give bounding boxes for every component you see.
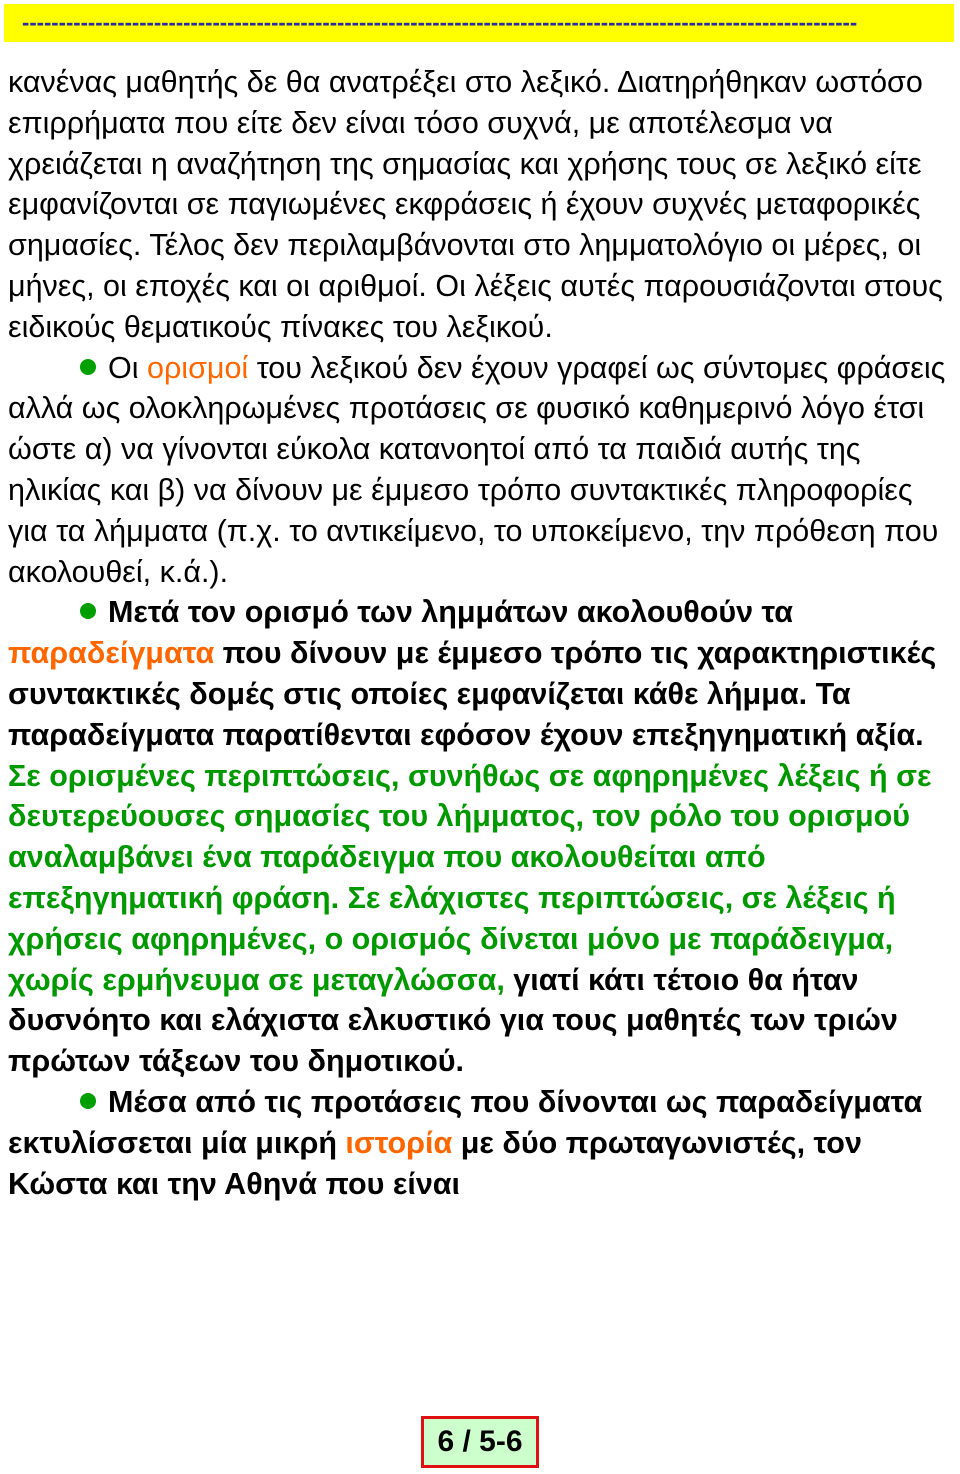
text-run: Διατηρήθηκαν ωστόσο επιρρήματα που είτε δεν είναι τόσο συχνά, με αποτέλεσμα να χρειάζεται η αναζήτηση της σημασίας και χρήσης τους σε λεξικό είτε εμφανίζονται σε παγιωμένες εκφράσεις ή έχουν συχνές μεταφορικές σημασίες. bbox=[8, 65, 923, 263]
text-run: που δίνουν με έμμεσο τρόπο τις χαρακτηριστικές συντακτικές δομές στις οποίες εμφανίζεται κάθε λήμμα. Τα παραδείγματα παρατίθενται εφόσον έχουν επεξηγηματική αξία. bbox=[8, 636, 937, 752]
text-run: Μέσα από τις προτάσεις που δίνονται ως παραδείγματα εκτυλίσσεται μία μικρή bbox=[8, 1084, 923, 1160]
text-run: γιατί κάτι τέτοιο θα ήταν δυσνόητο και ελάχιστα ελκυστικό για τους μαθητές των τριών πρώτων τάξεων του δημοτικού. bbox=[8, 962, 898, 1079]
document-body bbox=[8, 62, 953, 1204]
keyword-definitions: ορισμοί bbox=[146, 350, 249, 385]
bullet-story bbox=[8, 1082, 953, 1204]
text-run: Οι bbox=[108, 350, 147, 385]
text-run: του λεξικού δεν έχουν γραφεί ως σύντομες φράσεις αλλά ως ολοκληρωμένες προτάσεις σε φυσικό καθημερινό λόγο έτσι ώστε α) να γίνονται εύκολα κατανοητοί από τα παιδιά αυτής της ηλικίας και β) να δίνουν με έμμεσο τρόπο συντακτικές πληροφορίες για τα λήμματα (π.χ. το αντικείμενο, το υποκείμενο, την πρόθεση που ακολουθεί, κ.ά.). bbox=[8, 350, 946, 589]
banner-dashes: ------------------------------------------------------------------------------------------------------------------ bbox=[22, 10, 858, 35]
highlight-green: Σε ορισμένες περιπτώσεις, συνήθως σε αφηρημένες λέξεις ή σε δευτερεύουσες σημασίες του λήμματος, τον ρόλο του ορισμού αναλαμβάνει ένα παράδειγμα που ακολουθείται από επεξηγηματική φράση. Σε ελάχιστες περιπτώσεις, σε λέξεις ή χρήσεις αφηρημένες, ο ορισμός δίνεται μόνο με παράδειγμα, χωρίς ερμήνευμα σε μεταγλώσσα, bbox=[8, 758, 932, 997]
bullet-icon bbox=[80, 359, 96, 375]
page-number-badge bbox=[421, 1416, 539, 1468]
top-banner bbox=[4, 4, 954, 42]
text-run: με δύο πρωταγωνιστές, τον Κώστα και την Αθηνά που είναι bbox=[8, 1125, 862, 1201]
paragraph-lemma-list bbox=[8, 62, 953, 348]
text-run: Τέλος δεν περιλαμβάνονται στο λημματολόγιο οι μέρες, οι μήνες, οι εποχές και οι αριθμοί. bbox=[8, 228, 922, 303]
text-run: Οι λέξεις αυτές παρουσιάζονται στους ειδικούς θεματικούς πίνακες του λεξικού. bbox=[8, 268, 943, 344]
bullet-definitions bbox=[8, 348, 953, 593]
page-number: 6 / 5-6 bbox=[437, 1425, 523, 1458]
bullet-icon bbox=[80, 603, 96, 619]
keyword-story: ιστορία bbox=[345, 1125, 453, 1160]
bullet-examples bbox=[8, 592, 953, 1082]
bullet-icon bbox=[80, 1093, 96, 1109]
keyword-examples: παραδείγματα bbox=[8, 636, 215, 671]
text-run: κανένας μαθητής δε θα ανατρέξει στο λεξικό. bbox=[8, 65, 611, 99]
text-run: Μετά τον ορισμό των λημμάτων ακολουθούν τα bbox=[108, 595, 794, 630]
